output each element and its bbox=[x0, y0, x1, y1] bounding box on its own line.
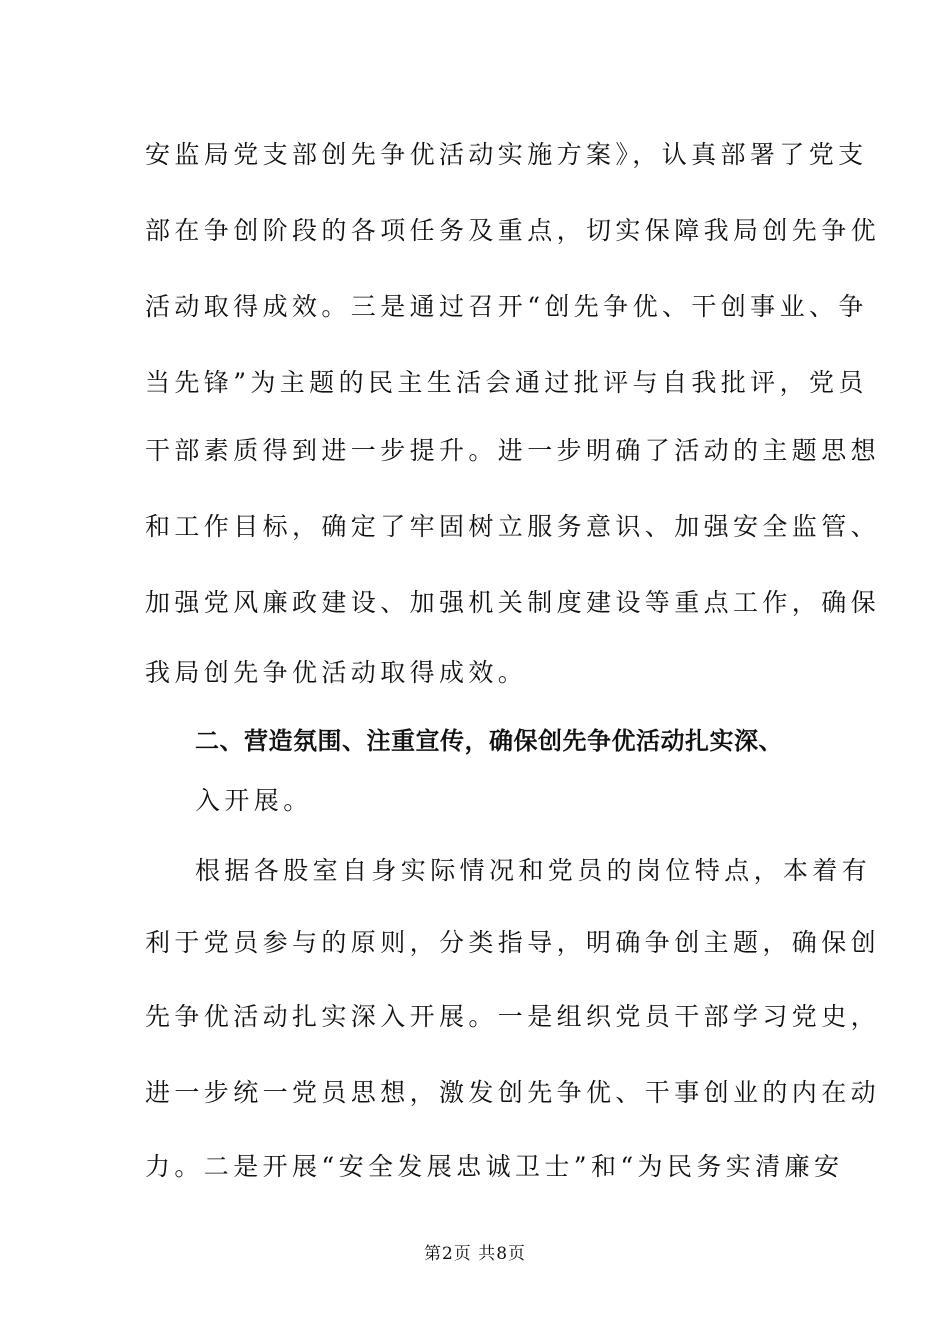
paragraph-2-line-1: 根据各股室自身实际情况和党员的岗位特点，本着有 bbox=[195, 856, 872, 885]
section-heading-line-1: 二、营造氛围、注重宣传，确保创先争优活动扎实深、 bbox=[195, 727, 783, 755]
paragraph-2-line-4: 进一步统一党员思想，激发创先争优、干事创业的内在动 bbox=[145, 1078, 881, 1107]
paragraph-2-line-5: 力。二是开展“安全发展忠诚卫士”和“为民务实清廉安 bbox=[145, 1152, 844, 1181]
paragraph-1-line-4: 当先锋”为主题的民主生活会通过批评与自我批评，党员 bbox=[145, 368, 868, 397]
paragraph-1-line-1: 安监局党支部创先争优活动实施方案》，认真部署了党支 bbox=[145, 140, 868, 169]
paragraph-1-line-8: 我局创先争优活动取得成效。 bbox=[145, 658, 528, 687]
paragraph-2-line-2: 利于党员参与的原则，分类指导，明确争创主题，确保创 bbox=[145, 928, 881, 957]
section-heading-line-2: 入开展。 bbox=[195, 786, 313, 815]
paragraph-1-line-7: 加强党风廉政建设、加强机关制度建设等重点工作，确保 bbox=[145, 588, 881, 617]
paragraph-2-line-3: 先争优活动扎实深入开展。一是组织党员干部学习党史， bbox=[145, 1002, 881, 1031]
paragraph-1-line-6: 和工作目标，确定了牢固树立服务意识、加强安全监管、 bbox=[145, 512, 881, 541]
paragraph-1-line-3: 活动取得成效。三是通过召开“创先争优、干创事业、争 bbox=[145, 292, 868, 321]
paragraph-1-line-2: 部在争创阶段的各项任务及重点，切实保障我局创先争优 bbox=[145, 216, 881, 245]
paragraph-1-line-5: 干部素质得到进一步提升。进一步明确了活动的主题思想 bbox=[145, 436, 881, 465]
page-number-footer: 第2页 共8页 bbox=[423, 1244, 527, 1264]
